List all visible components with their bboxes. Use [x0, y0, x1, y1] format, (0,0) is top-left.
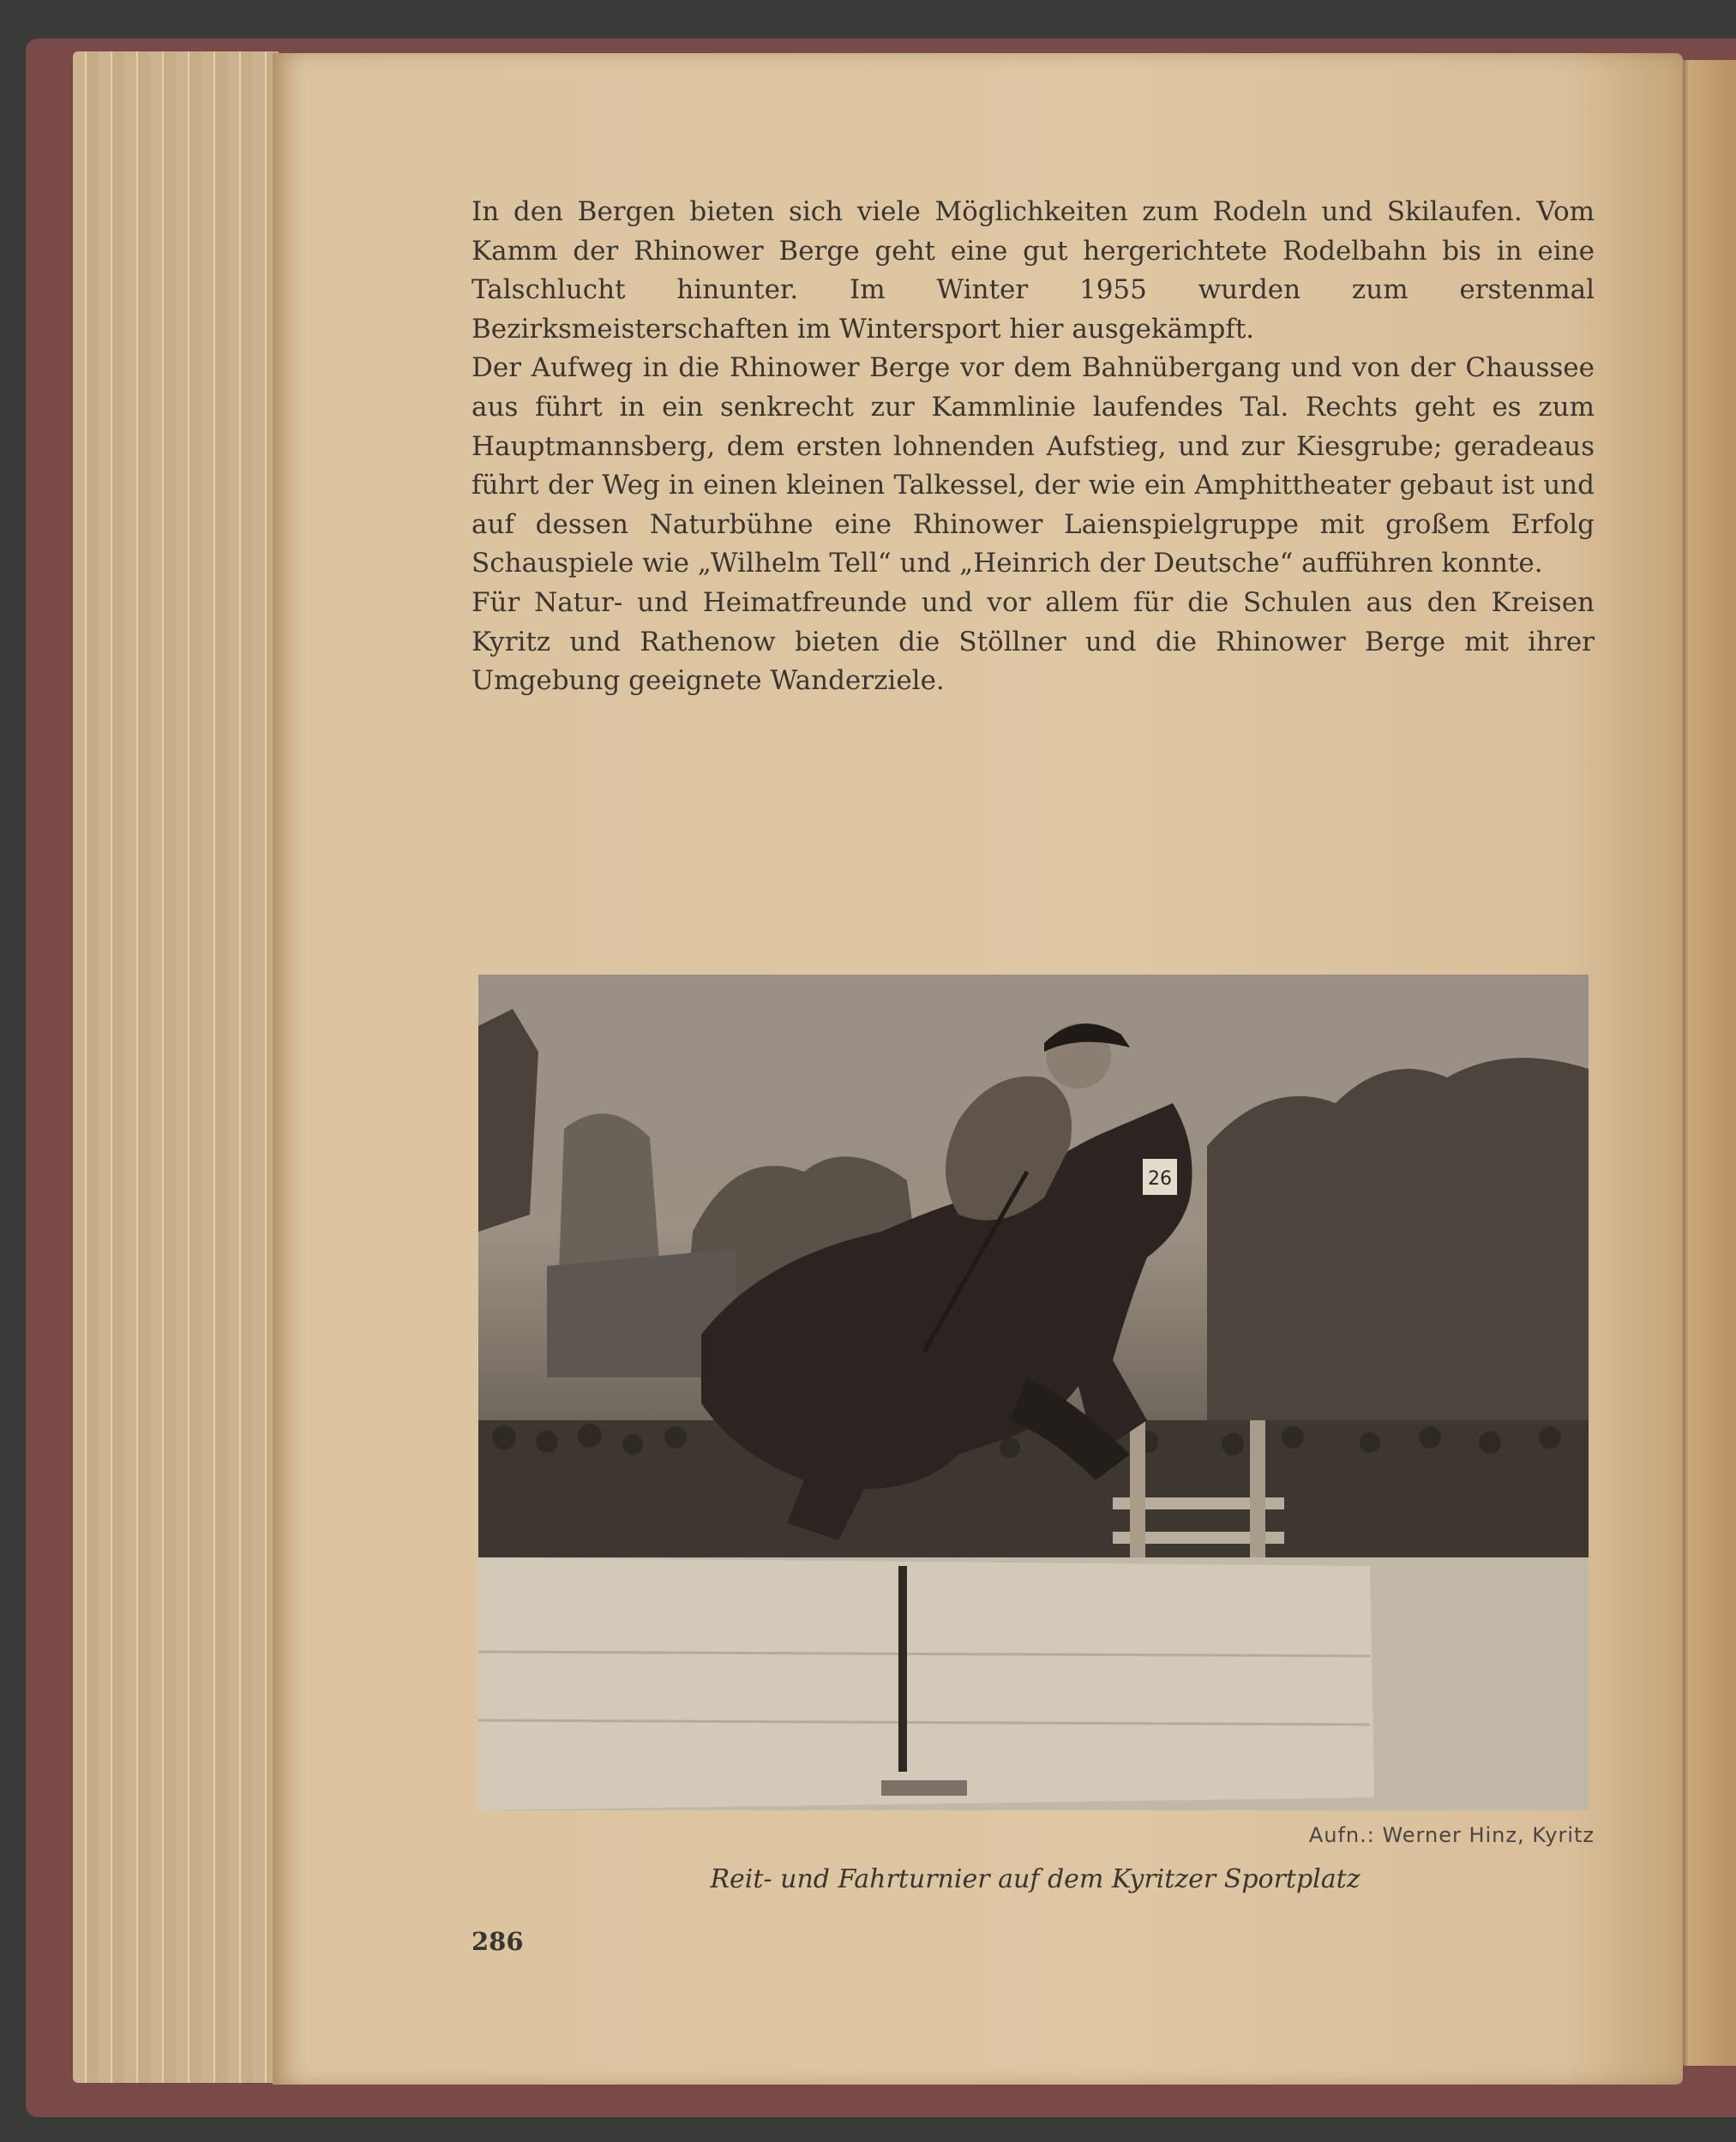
paragraph-3: Für Natur- und Heimatfreunde und vor allem für die Schulen aus den Kreisen Kyritz und Rathenow bieten die Stöllner und die Rhinower Berge mit ihrer Umgebung geeignete Wanderziele.	[472, 586, 1595, 697]
body-text	[472, 193, 1595, 701]
paragraph-1: In den Bergen bieten sich viele Möglichkeiten zum Rodeln und Skilaufen. Vom Kamm der Rhinower Berge geht eine gut hergerichtete Rodelbahn bis in eine Talschlucht hinunter. Im Winter 1955 wurden zum erstenmal Bezirksmeisterschaften im Wintersport hier ausgekämpft.	[472, 196, 1595, 345]
photo-credit: Aufn.: Werner Hinz, Kyritz	[1308, 1823, 1595, 1847]
paragraph-2: Der Aufweg in die Rhinower Berge vor dem Bahnübergang und von der Chaussee aus führt in ein senkrecht zur Kammlinie laufendes Tal. Rechts geht es zum Hauptmannsberg, dem ersten lohnenden Aufstieg, und zur Kiesgrube; geradeaus führt der Weg in einen kleinen Talkessel, der wie ein Amphittheater gebaut ist und auf dessen Naturbühne eine Rhinower Laienspielgruppe mit großem Erfolg Schauspiele wie „Wilhelm Tell“ und „Heinrich der Deutsche“ aufführen konnte.	[472, 352, 1595, 579]
horse-jump-illustration	[478, 975, 1589, 1810]
page-number: 286	[472, 1927, 524, 1956]
next-page-edge	[1679, 60, 1736, 2066]
photo-caption: Reit- und Fahrturnier auf dem Kyritzer Sportplatz	[710, 1864, 1361, 1894]
rider-number: 26	[1148, 1168, 1172, 1190]
page-edges	[73, 51, 279, 2083]
horse-jump-photo	[478, 975, 1589, 1810]
